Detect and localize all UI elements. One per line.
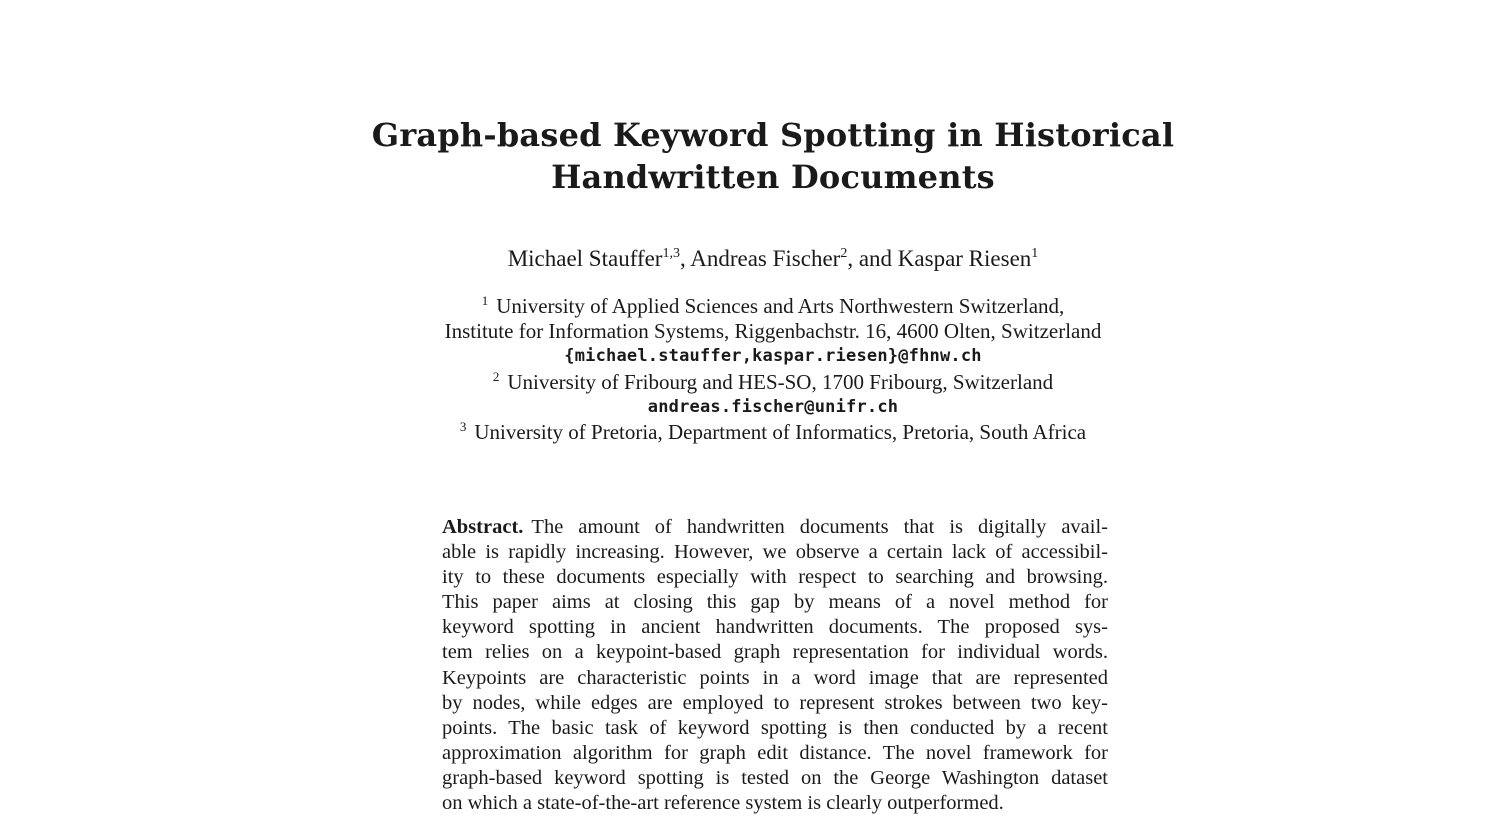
affiliation-mark: 3 xyxy=(459,419,467,435)
affiliation-text: University of Pretoria, Department of Informatics, Pretoria, South Africa xyxy=(474,420,1087,445)
affiliation-text: University of Fribourg and HES-SO, 1700 Fribourg, Switzerland xyxy=(507,369,1054,394)
author-separator: , xyxy=(679,246,691,271)
author-name: Andreas Fischer xyxy=(690,246,841,271)
abstract-label: Abstract. xyxy=(442,516,524,538)
abstract-line: ity to these documents especially with respect to searching and browsing. xyxy=(442,566,1108,589)
affiliation-mark: 1 xyxy=(481,293,489,308)
title-line: Graph-based Keyword Spotting in Historical xyxy=(371,116,1175,154)
author-name: Michael Stauffer xyxy=(507,246,663,271)
affiliation-3 xyxy=(0,420,1499,445)
abstract-line: approximation algorithm for graph edit distance. The novel framework for xyxy=(442,741,1108,764)
author-affiliation-mark: 2 xyxy=(840,246,848,261)
abstract xyxy=(442,515,1108,816)
abstract-line: This paper aims at closing this gap by means of a novel method for xyxy=(442,591,1108,614)
affiliations xyxy=(0,294,1499,445)
author-name: Kaspar Riesen xyxy=(897,246,1032,271)
title-line: Handwritten Documents xyxy=(551,158,995,196)
affiliation-1 xyxy=(0,294,1499,319)
affiliation-1-address: Institute for Information Systems, Riggenbachstr. 16, 4600 Olten, Switzerland xyxy=(444,319,1102,344)
affiliation-1-email: {michael.stauffer,kaspar.riesen}@fhnw.ch xyxy=(564,346,982,367)
affiliation-2 xyxy=(0,370,1499,395)
affiliation-text: University of Applied Sciences and Arts Northwestern Switzerland, xyxy=(496,294,1065,318)
abstract-line: on which a state-of-the-art reference system is clearly outperformed. xyxy=(442,792,1004,815)
abstract-line: keyword spotting in ancient handwritten documents. The proposed sys- xyxy=(442,616,1108,639)
abstract-line xyxy=(442,515,1108,540)
abstract-line: by nodes, while edges are employed to represent strokes between two key- xyxy=(442,691,1108,714)
abstract-line: able is rapidly increasing. However, we observe a certain lack of accessibil- xyxy=(442,541,1108,564)
abstract-line: tem relies on a keypoint-based graph representation for individual words. xyxy=(442,641,1108,664)
author-affiliation-mark: 1 xyxy=(1031,246,1039,261)
abstract-line: Keypoints are characteristic points in a word image that are represented xyxy=(442,666,1108,689)
author-separator: , and xyxy=(847,246,898,271)
abstract-text: The amount of handwritten documents that is digitally avail- xyxy=(531,516,1108,538)
paper-title xyxy=(0,114,1499,198)
author-list xyxy=(0,244,1499,274)
affiliation-2-email: andreas.fischer@unifr.ch xyxy=(647,396,899,417)
author-affiliation-mark: 1,3 xyxy=(662,246,680,261)
abstract-line: graph-based keyword spotting is tested on the George Washington dataset xyxy=(442,766,1108,789)
abstract-line: points. The basic task of keyword spotting is then conducted by a recent xyxy=(442,716,1108,739)
affiliation-mark: 2 xyxy=(492,368,500,384)
